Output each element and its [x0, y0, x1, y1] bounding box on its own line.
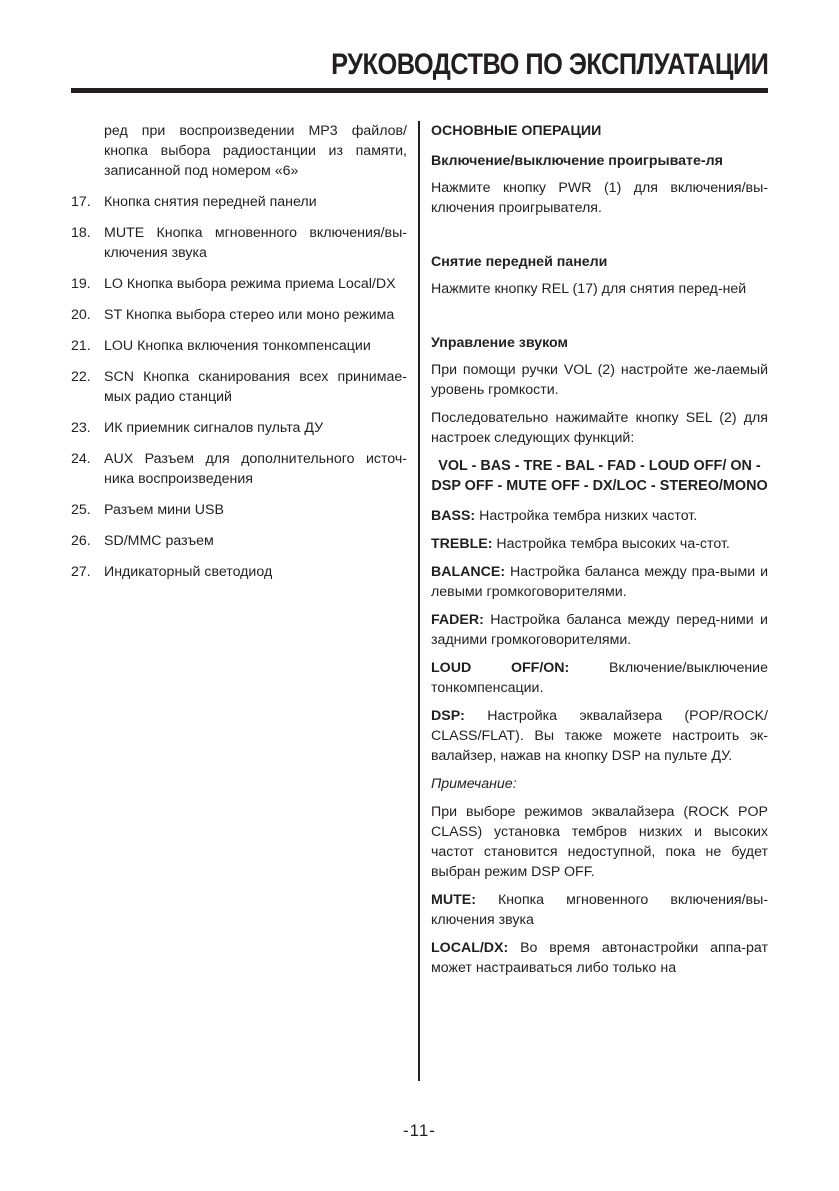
list-item	[71, 531, 407, 551]
balance-definition	[431, 562, 768, 602]
list-item	[71, 336, 407, 356]
balance-text: Настройка баланса между пра-выми и левыми громкоговорителями.	[431, 564, 768, 600]
function-sequence: VOL - BAS - TRE - BAL - FAD - LOUD OFF/ ON - DSP OFF - MUTE OFF - DX/LOC - STEREO/MONO	[431, 458, 768, 494]
loud-text: Включение/выключение тонкомпенсации.	[431, 660, 768, 696]
treble-definition	[431, 534, 768, 554]
panel-text: Нажмите кнопку REL (17) для снятия перед-ней	[431, 281, 747, 297]
sound-volume-text: При помощи ручки VOL (2) настройте же-лаемый уровень громкости.	[431, 362, 768, 398]
list-item	[71, 562, 407, 582]
list-item	[71, 192, 407, 212]
item-number: 25.	[71, 502, 91, 518]
item-text: SD/MMC разъем	[104, 533, 214, 549]
item-number: 23.	[71, 420, 91, 436]
sound-sel-text: Последовательно нажимайте кнопку SEL (2) для настроек следующих функций:	[431, 410, 768, 446]
power-heading: Включение/выключение проигрывате-ля	[431, 153, 723, 169]
note-label: Примечание:	[431, 776, 517, 792]
power-text: Нажмите кнопку PWR (1) для включения/вы-ключения проигрывателя.	[431, 180, 768, 216]
item-text: MUTE Кнопка мгновенного включения/вы-ключения звука	[104, 225, 407, 261]
item-number: 24.	[71, 451, 91, 467]
balance-term: BALANCE:	[431, 564, 506, 580]
sound-heading: Управление звуком	[431, 335, 568, 351]
local-dx-definition	[431, 938, 768, 978]
panel-heading: Снятие передней панели	[431, 254, 608, 270]
item-text: ИК приемник сигналов пульта ДУ	[104, 420, 324, 436]
mute-text: Кнопка мгновенного включения/вы-ключения звука	[431, 892, 768, 928]
list-item	[71, 500, 407, 520]
header-rule	[71, 88, 768, 93]
list-item	[71, 274, 407, 294]
page-number: -11-	[403, 1121, 436, 1140]
list-item	[71, 305, 407, 325]
fader-term: FADER:	[431, 612, 484, 628]
item-text: SCN Кнопка сканирования всех принимае-мых радио станций	[104, 369, 407, 405]
dsp-text: Настройка эквалайзера (POP/ROCK/ CLASS/FLAT). Вы также можете настроить эк-валайзер, нажав на кнопку DSP на пульте ДУ.	[431, 708, 768, 764]
list-item	[71, 449, 407, 489]
note-text: При выборе режимов эквалайзера (ROCK POP CLASS) установка тембров низких и высоких частот становится недоступной, пока не будет выбран режим DSP OFF.	[431, 804, 768, 880]
item-text: Разъем мини USB	[104, 502, 224, 518]
bass-text: Настройка тембра низких частот.	[475, 508, 698, 524]
mute-term: MUTE:	[431, 892, 476, 908]
page-header-title: РУКОВОДСТВО ПО ЭКСПЛУАТАЦИИ	[330, 48, 768, 81]
item-number: 18.	[71, 225, 91, 241]
item-number: 22.	[71, 369, 91, 385]
item-number: 19.	[71, 276, 91, 292]
list-item	[71, 418, 407, 438]
bass-term: BASS:	[431, 508, 476, 524]
section-heading-basic-operations: ОСНОВНЫЕ ОПЕРАЦИИ	[431, 123, 602, 139]
right-column	[431, 121, 768, 986]
item-text: LOU Кнопка включения тонкомпенсации	[104, 338, 371, 354]
dsp-definition	[431, 706, 768, 766]
dsp-term: DSP:	[431, 708, 465, 724]
component-list	[71, 192, 407, 582]
list-item	[71, 367, 407, 407]
item-text: AUX Разъем для дополнительного источ-ника воспроизведения	[104, 451, 407, 487]
item-number: 20.	[71, 307, 91, 323]
item-text: Кнопка снятия передней панели	[104, 194, 317, 210]
bass-definition	[431, 506, 768, 526]
treble-term: TREBLE:	[431, 536, 493, 552]
fader-text: Настройка баланса между перед-ними и задними громкоговорителями.	[431, 612, 768, 648]
item-text: LO Кнопка выбора режима приема Local/DX	[104, 276, 396, 292]
loud-term: LOUD OFF/ON:	[431, 660, 570, 676]
local-dx-text: Во время автонастройки аппа-рат может настраиваться либо только на	[431, 940, 768, 976]
item-text: ST Кнопка выбора стерео или моно режима	[104, 307, 395, 323]
item-text: Индикаторный светодиод	[104, 564, 273, 580]
continuation-text: ред при воспроизведении MP3 файлов/ кнопка выбора радиостанции из памяти, записанной под номером «6»	[104, 123, 407, 179]
fader-definition	[431, 610, 768, 650]
item-number: 27.	[71, 564, 91, 580]
column-divider	[418, 121, 420, 1081]
mute-definition	[431, 890, 768, 930]
loud-definition	[431, 658, 768, 698]
item-number: 21.	[71, 338, 91, 354]
treble-text: Настройка тембра высоких ча-стот.	[492, 536, 730, 552]
local-dx-term: LOCAL/DX:	[431, 940, 509, 956]
left-column	[71, 121, 407, 593]
item-number: 17.	[71, 194, 91, 210]
list-item	[71, 223, 407, 263]
item-number: 26.	[71, 533, 91, 549]
